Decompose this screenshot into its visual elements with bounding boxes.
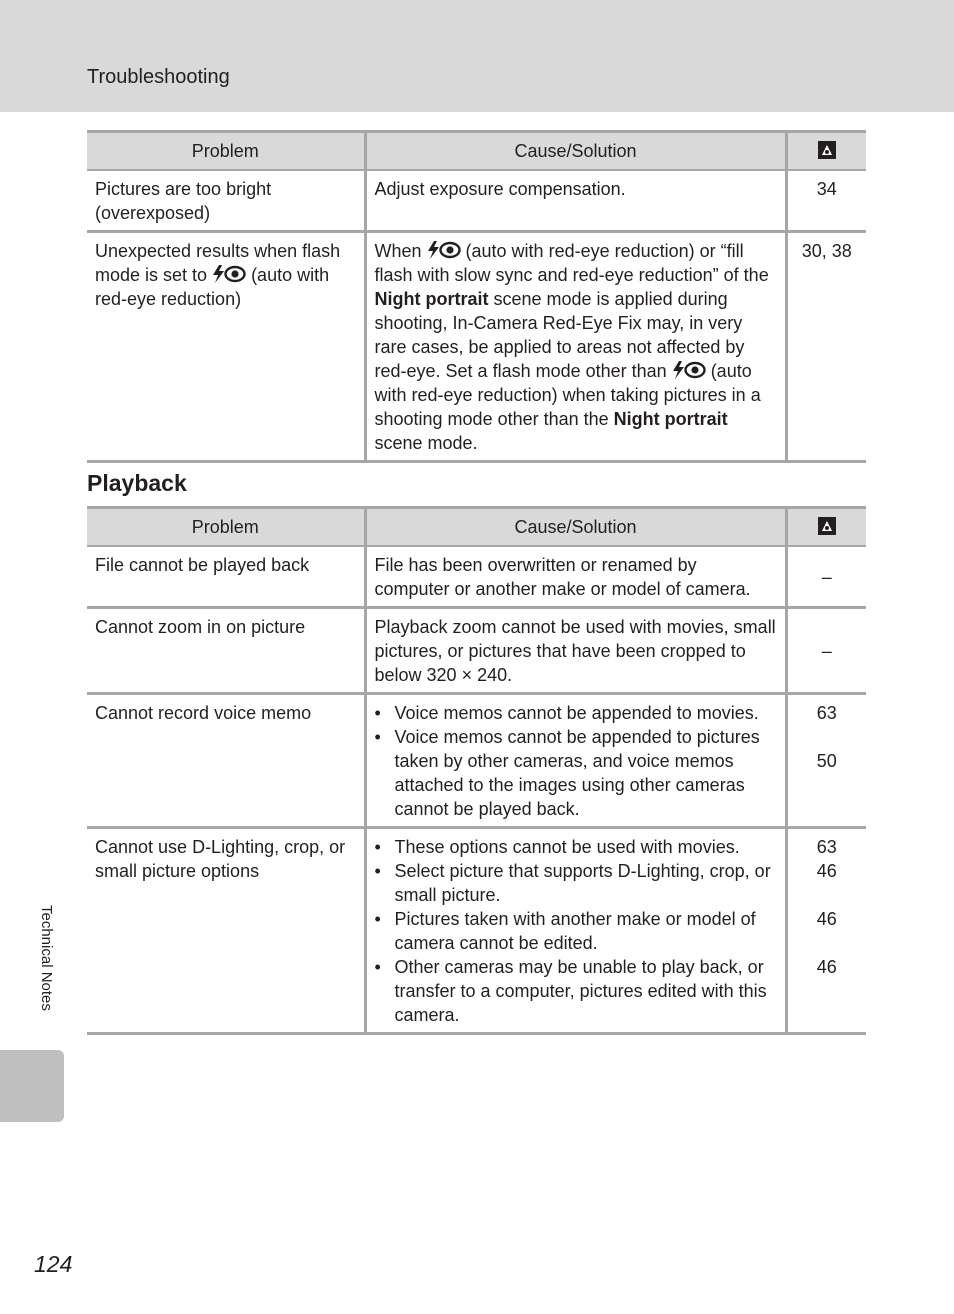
sidebar-section-label: Technical Notes bbox=[38, 905, 55, 1011]
page-reference-icon bbox=[817, 140, 837, 160]
page-reference: 46 bbox=[816, 861, 837, 881]
problem-cell: Cannot use D-Lighting, crop, or small picture options bbox=[87, 828, 365, 1034]
table-row bbox=[87, 170, 866, 232]
bullet-item: • Other cameras may be unable to play back, or transfer to a computer, pictures edited with this camera. bbox=[395, 955, 777, 1027]
cause-cell: Adjust exposure compensation. bbox=[365, 170, 786, 232]
flash-red-eye-icon bbox=[212, 264, 246, 284]
problem-column-header: Problem bbox=[87, 508, 365, 547]
table-row bbox=[87, 608, 866, 694]
page-reference-column-header bbox=[786, 132, 866, 171]
page-reference-column-header bbox=[786, 508, 866, 547]
problem-cell: Cannot zoom in on picture bbox=[87, 608, 365, 694]
bullet-item: • These options cannot be used with movies. bbox=[395, 835, 777, 859]
page-reference-cell: 30, 38 bbox=[786, 232, 866, 462]
bullet-item: • Pictures taken with another make or model of camera cannot be edited. bbox=[395, 907, 777, 955]
running-header: Troubleshooting bbox=[87, 66, 230, 88]
page-reference: 63 bbox=[816, 703, 837, 723]
cause-cell: File has been overwritten or renamed by computer or another make or model of camera. bbox=[365, 546, 786, 608]
scene-mode-name: Night portrait bbox=[613, 409, 728, 429]
cause-cell: Playback zoom cannot be used with movies, small pictures, or pictures that have been cropped to below 320 × 240. bbox=[365, 608, 786, 694]
table-row bbox=[87, 546, 866, 608]
table-row bbox=[87, 232, 866, 462]
bullet-list bbox=[375, 835, 777, 1027]
page-reference: 50 bbox=[816, 751, 837, 771]
page-reference: 63 bbox=[816, 837, 837, 857]
flash-red-eye-icon bbox=[672, 360, 706, 380]
playback-table bbox=[87, 506, 866, 1035]
table-header-row bbox=[87, 132, 866, 171]
flash-red-eye-icon bbox=[427, 240, 461, 260]
table-row bbox=[87, 828, 866, 1034]
bullet-list bbox=[375, 701, 777, 821]
problem-cell: Cannot record voice memo bbox=[87, 694, 365, 828]
section-heading-playback: Playback bbox=[87, 470, 187, 496]
page-number: 124 bbox=[34, 1251, 73, 1277]
cause-column-header: Cause/Solution bbox=[365, 508, 786, 547]
page-reference-cell bbox=[786, 828, 866, 1034]
page-reference-cell: 34 bbox=[786, 170, 866, 232]
bullet-item: • Voice memos cannot be appended to movies. bbox=[395, 701, 777, 725]
problem-cell: File cannot be played back bbox=[87, 546, 365, 608]
page-reference: 46 bbox=[816, 957, 837, 977]
troubleshooting-table bbox=[87, 130, 866, 463]
sidebar-tab bbox=[0, 1050, 64, 1122]
scene-mode-name: Night portrait bbox=[374, 289, 489, 309]
cause-cell bbox=[365, 828, 786, 1034]
problem-cell: Pictures are too bright (overexposed) bbox=[87, 170, 365, 232]
page-reference-icon bbox=[817, 516, 837, 536]
table-row bbox=[87, 694, 866, 828]
header-band bbox=[0, 0, 954, 112]
page-reference-cell: – bbox=[786, 608, 866, 694]
problem-column-header: Problem bbox=[87, 132, 365, 171]
page-reference-cell: – bbox=[786, 546, 866, 608]
cause-cell: When (auto with red-eye reduction) or “fill flash with slow sync and red-eye reduction” of the Night portrait scene mode is applied during shooting, In-Camera Red-Eye Fix may, in very rare cases, be applied to areas not affected by red-eye. Set a flash mode other than (auto with red-eye reduction) when taking pictures in a shooting mode other than the Night portrait scene mode. bbox=[365, 232, 786, 462]
cause-cell bbox=[365, 694, 786, 828]
problem-cell: Unexpected results when flash mode is set to (auto with red-eye reduction) bbox=[87, 232, 365, 462]
table-header-row bbox=[87, 508, 866, 547]
page-reference-cell bbox=[786, 694, 866, 828]
page-reference: 46 bbox=[816, 909, 837, 929]
bullet-item: • Select picture that supports D-Lighting, crop, or small picture. bbox=[395, 859, 777, 907]
cause-column-header: Cause/Solution bbox=[365, 132, 786, 171]
bullet-item: • Voice memos cannot be appended to pictures taken by other cameras, and voice memos attached to the images using other cameras cannot be played back. bbox=[395, 725, 777, 821]
